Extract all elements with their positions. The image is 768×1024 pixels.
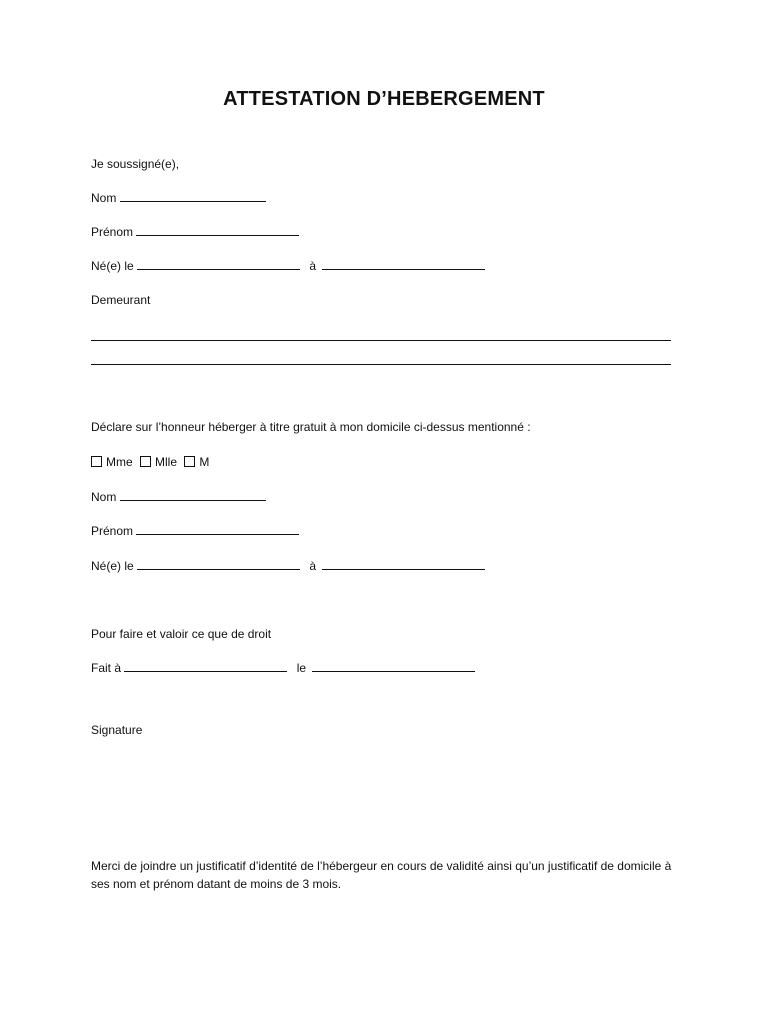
guest-ne-le-label: Né(e) le	[91, 559, 134, 573]
note-text: Merci de joindre un justificatif d’identité de l’hébergeur en cours de validité ainsi qu’un justificatif de domicile à ses nom et prénom datant de moins de 3 mois.	[91, 859, 672, 891]
checkbox-mme[interactable]	[91, 456, 102, 467]
guest-birth-place-field[interactable]	[322, 558, 485, 570]
guest-birth-row	[91, 558, 485, 574]
host-address-line-1[interactable]	[91, 340, 671, 341]
guest-nom-field[interactable]	[120, 489, 266, 501]
guest-prenom-label: Prénom	[91, 524, 134, 538]
host-address-line-2[interactable]	[91, 364, 671, 365]
host-prenom-field[interactable]	[136, 224, 299, 236]
intro-text: Je soussigné(e),	[91, 157, 180, 171]
host-nom-row	[91, 190, 266, 206]
checkbox-m[interactable]	[184, 456, 195, 467]
guest-birth-date-field[interactable]	[137, 558, 300, 570]
signature-area[interactable]	[91, 742, 391, 842]
declaration-text: Déclare sur l’honneur héberger à titre gratuit à mon domicile ci-dessus mentionné :	[91, 420, 531, 434]
civility-mme-label: Mme	[106, 455, 133, 469]
checkbox-mlle[interactable]	[140, 456, 151, 467]
host-nom-field[interactable]	[120, 190, 266, 202]
civility-row	[91, 454, 209, 470]
host-birth-place-field[interactable]	[322, 258, 485, 270]
host-ne-le-label: Né(e) le	[91, 259, 134, 273]
host-a-label: à	[309, 259, 317, 273]
host-birth-date-field[interactable]	[137, 258, 300, 270]
host-demeurant-label: Demeurant	[91, 293, 151, 307]
host-birth-row	[91, 258, 485, 274]
pour-faire-text: Pour faire et valoir ce que de droit	[91, 627, 272, 641]
guest-prenom-row	[91, 523, 299, 539]
host-prenom-row	[91, 224, 299, 240]
fait-le-date-field[interactable]	[312, 660, 475, 672]
civility-mlle-label: Mlle	[155, 455, 178, 469]
fait-a-row	[91, 660, 475, 676]
guest-nom-row	[91, 489, 266, 505]
guest-prenom-field[interactable]	[136, 523, 299, 535]
civility-m-label: M	[199, 455, 210, 469]
le-label: le	[296, 661, 307, 675]
fait-a-field[interactable]	[124, 660, 287, 672]
fait-a-label: Fait à	[91, 661, 122, 675]
document-title: ATTESTATION D’HEBERGEMENT	[223, 88, 545, 110]
guest-nom-label: Nom	[91, 490, 117, 504]
host-nom-label: Nom	[91, 191, 117, 205]
signature-label: Signature	[91, 723, 143, 737]
guest-a-label: à	[309, 559, 317, 573]
host-prenom-label: Prénom	[91, 225, 134, 239]
